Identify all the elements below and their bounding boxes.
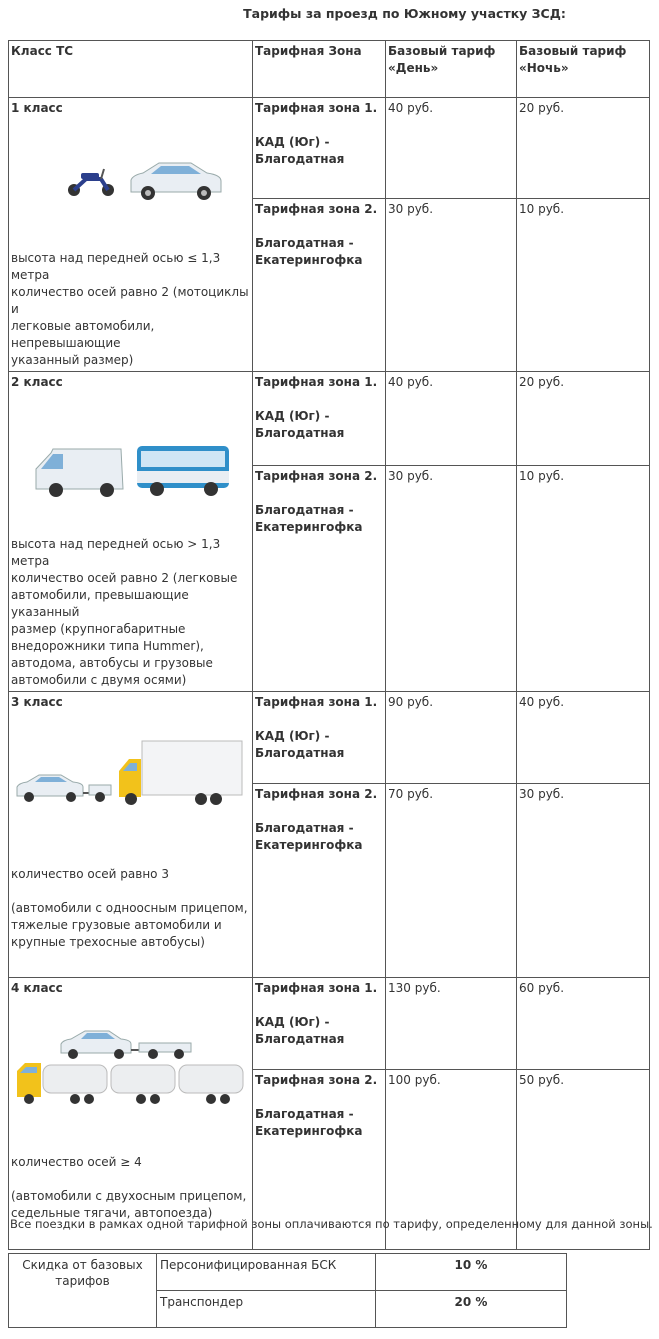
table-header-row [9, 41, 650, 98]
car-with-trailer-icon [61, 1031, 191, 1059]
page-title: Тарифы за проезд по Южному участку ЗСД: [243, 6, 566, 21]
class-name: 3 класс [11, 695, 63, 709]
zone-name: Тарифная зона 1. [255, 981, 378, 995]
day-price: 100 руб. [386, 1070, 517, 1250]
class-name: 2 класс [11, 375, 63, 389]
class-2-desc-line: автомобили, превышающие указанный [11, 588, 189, 619]
table-row [9, 1254, 567, 1291]
class-1-desc-line: легковые автомобили, непревышающие [11, 319, 155, 350]
night-price: 10 руб. [517, 198, 650, 371]
zone-cell [253, 98, 386, 199]
tanker-truck-icon [17, 1063, 243, 1104]
class-4-desc-line: (автомобили с двухосным прицепом, [11, 1189, 247, 1203]
zone-route: Екатерингофка [255, 520, 363, 535]
zone-route: КАД (Юг) - [255, 135, 330, 149]
class-3-desc-line: (автомобили с одноосным прицепом, [11, 901, 248, 915]
header-tariff-zone: Тарифная Зона [253, 41, 386, 98]
table-row [9, 98, 650, 199]
class-4-desc-line: седельные тягачи, автопоезда) [11, 1206, 213, 1220]
zone-cell [253, 372, 386, 466]
discount-value: 10 % [376, 1254, 567, 1291]
truck-icon [119, 741, 242, 805]
discount-value: 20 % [376, 1291, 567, 1328]
day-price: 90 руб. [386, 692, 517, 784]
zone-cell [253, 978, 386, 1070]
car-carrier-and-tanker-image [11, 997, 249, 1149]
class-3-desc-line: крупные трехосные автобусы) [11, 935, 205, 949]
discount-label: Скидка от базовых тарифов [9, 1254, 157, 1328]
class-1-cell [9, 98, 253, 372]
header-day-tariff: Базовый тариф «День» [386, 41, 517, 98]
zone-name: Тарифная зона 2. [255, 469, 378, 484]
table-row [9, 692, 650, 784]
class-1-desc-line: указанный размер) [11, 353, 134, 367]
zone-payment-note: Все поездки в рамках одной тарифной зоны оплачиваются по тарифу, определенному для данной зоны. [10, 1217, 653, 1231]
night-price: 60 руб. [517, 978, 650, 1070]
zone-cell [253, 466, 386, 692]
zone-route: Благодатная - [255, 821, 354, 835]
van-and-bus-image [11, 391, 249, 531]
van-icon [36, 449, 123, 497]
discount-table [8, 1253, 567, 1328]
day-price: 30 руб. [386, 198, 517, 371]
car-icon [131, 163, 221, 200]
class-1-desc-line: высота над передней осью ≤ 1,3 метра [11, 251, 221, 282]
zone-cell [253, 784, 386, 978]
tariff-table [8, 40, 650, 1250]
zone-name: Тарифная зона 1. [255, 375, 378, 389]
night-price: 40 руб. [517, 692, 650, 784]
class-3-axles: количество осей равно 3 [11, 867, 169, 881]
zone-route: Благодатная - [255, 235, 354, 250]
day-price: 130 руб. [386, 978, 517, 1070]
zone-name: Тарифная зона 2. [255, 1073, 378, 1087]
day-price: 40 руб. [386, 98, 517, 199]
class-2-cell [9, 372, 253, 692]
zone-name: Тарифная зона 2. [255, 201, 378, 216]
zone-cell [253, 692, 386, 784]
zone-route: Благодатная [255, 152, 345, 166]
table-row [9, 372, 650, 466]
discount-type: Персонифицированная БСК [157, 1254, 376, 1291]
day-price: 40 руб. [386, 372, 517, 466]
table-row [9, 978, 650, 1070]
class-2-desc-line: внедорожники типа Hummer), [11, 639, 204, 653]
class-3-desc-line: тяжелые грузовые автомобили и [11, 918, 222, 932]
header-night-tariff: Базовый тариф «Ночь» [517, 41, 650, 98]
class-3-cell [9, 692, 253, 978]
zone-route: Екатерингофка [255, 838, 363, 852]
zone-name: Тарифная зона 2. [255, 787, 378, 801]
class-4-axles: количество осей ≥ 4 [11, 1155, 142, 1169]
day-price: 70 руб. [386, 784, 517, 978]
day-price: 30 руб. [386, 466, 517, 692]
header-vehicle-class: Класс ТС [9, 41, 253, 98]
car-with-trailer-icon [17, 775, 111, 802]
zone-route: Екатерингофка [255, 252, 363, 267]
class-name: 4 класс [11, 981, 63, 995]
zone-route: Благодатная [255, 426, 345, 440]
night-price: 10 руб. [517, 466, 650, 692]
night-price: 30 руб. [517, 784, 650, 978]
discount-type: Транспондер [157, 1291, 376, 1328]
night-price: 20 руб. [517, 98, 650, 199]
class-2-desc-line: автомобили с двумя осями) [11, 673, 187, 687]
zone-route: Благодатная - [255, 503, 354, 518]
zone-route: Екатерингофка [255, 1124, 363, 1138]
motorcycle-and-car-image [11, 117, 249, 245]
class-2-desc-line: высота над передней осью > 1,3 метра [11, 537, 221, 568]
car-trailer-and-truck-image [11, 711, 249, 861]
zone-name: Тарифная зона 1. [255, 695, 378, 709]
zone-name: Тарифная зона 1. [255, 101, 378, 115]
bus-icon [137, 446, 229, 496]
class-1-desc-line: количество осей равно 2 (мотоциклы и [11, 285, 249, 316]
night-price: 50 руб. [517, 1070, 650, 1250]
zone-route: КАД (Юг) - [255, 409, 330, 423]
class-2-desc-line: автодома, автобусы и грузовые [11, 656, 213, 670]
zone-route: КАД (Юг) - [255, 1015, 330, 1029]
class-2-desc-line: количество осей равно 2 (легковые [11, 571, 238, 585]
class-4-cell [9, 978, 253, 1250]
zone-route: Благодатная - [255, 1107, 354, 1121]
night-price: 20 руб. [517, 372, 650, 466]
zone-cell [253, 198, 386, 371]
class-name: 1 класс [11, 101, 63, 115]
class-2-desc-line: размер (крупногабаритные [11, 622, 186, 636]
zone-route: Благодатная [255, 1032, 345, 1046]
motorcycle-icon [68, 169, 114, 196]
zone-route: КАД (Юг) - [255, 729, 330, 743]
zone-route: Благодатная [255, 746, 345, 760]
